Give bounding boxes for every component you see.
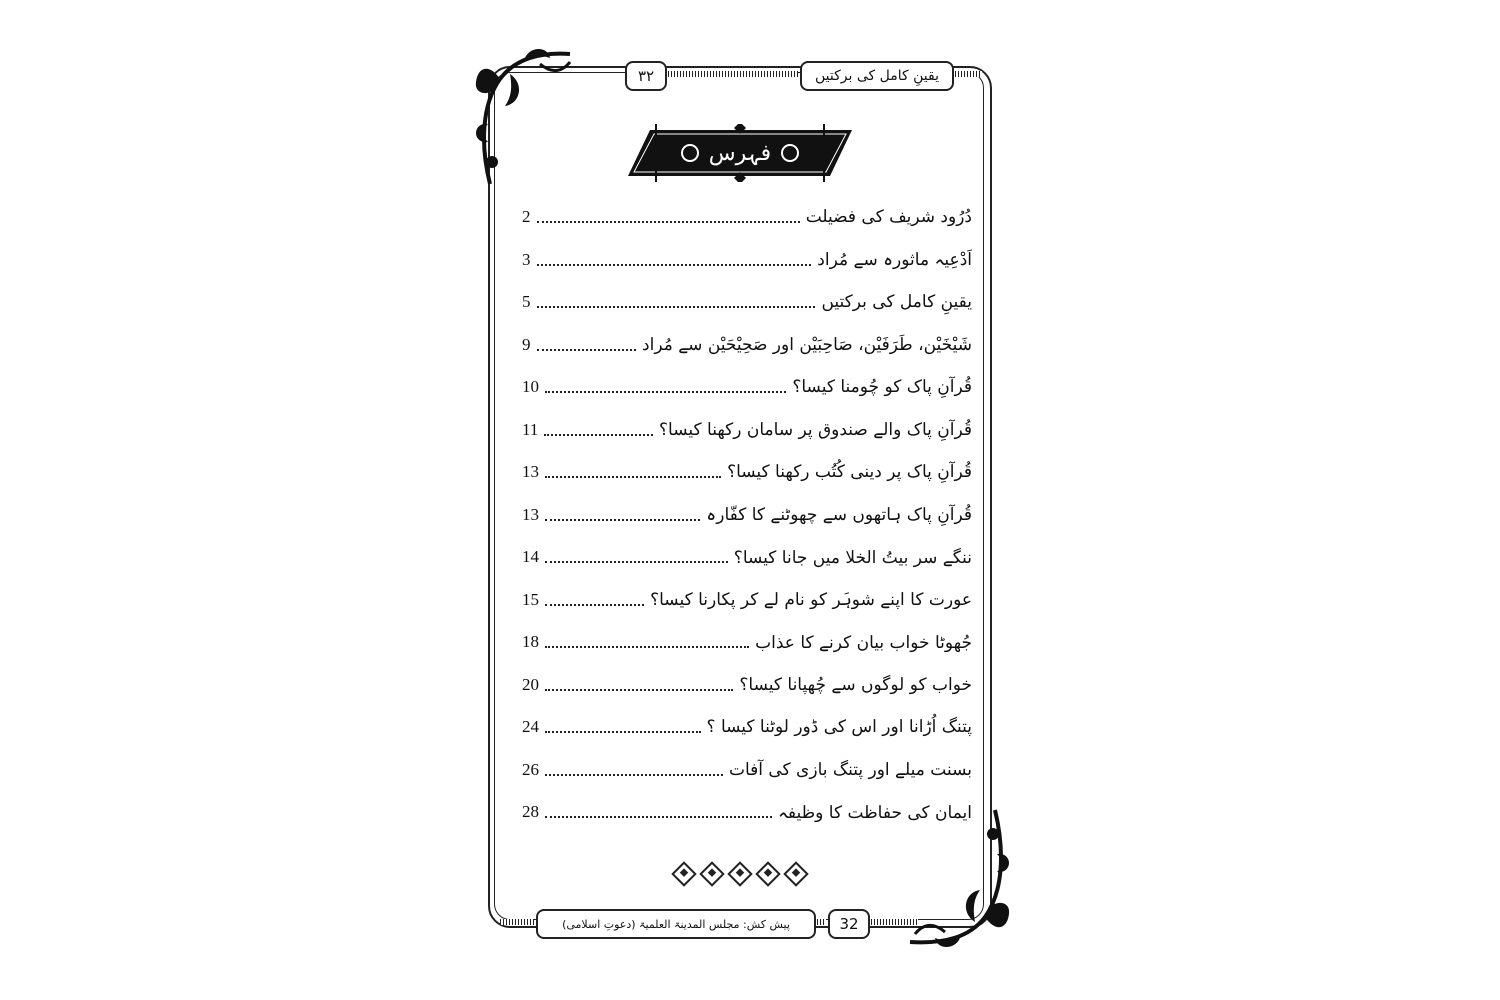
toc-leader <box>545 519 700 521</box>
corner-ornament-top-left-icon <box>470 44 580 194</box>
toc-entry-title: قُرآنِ پاک والے صندوق پر سامان رکھنا کیسا؟ <box>659 420 972 441</box>
publisher-credit: پیش کش: مجلس المدینۃ العلمیۃ (دعوتِ اسلامی) <box>536 909 816 939</box>
toc-entry-title: عورت کا اپنے شوہَر کو نام لے کر پکارنا کیسا؟ <box>650 590 972 611</box>
diamond-icon <box>671 861 696 886</box>
end-ornament <box>675 862 805 886</box>
toc-entry-title: شَیْخَیْن، طَرَفَیْن، صَاحِبَیْن اور صَحِیْحَیْن سے مُراد <box>642 335 972 356</box>
toc-leader <box>537 264 812 266</box>
toc-entry-title: خواب کو لوگوں سے چُھپانا کیسا؟ <box>739 675 972 696</box>
toc-entry-page: 10 <box>522 377 539 397</box>
toc-entry[interactable] <box>522 494 972 537</box>
toc-leader <box>544 434 653 436</box>
toc-leader <box>545 816 772 818</box>
diamond-icon <box>755 861 780 886</box>
toc-entry-title: پتنگ اُڑانا اور اس کی ڈور لوٹنا کیسا ؟ <box>706 717 972 738</box>
toc-entry-title: اَدْعِیہ ماثورہ سے مُراد <box>817 250 972 271</box>
toc-entry-page: 5 <box>522 292 531 312</box>
toc-entry[interactable] <box>522 239 972 282</box>
toc-entry-title: دُرُود شریف کی فضیلت <box>805 207 972 228</box>
toc-leader <box>545 476 721 478</box>
diamond-icon <box>783 861 808 886</box>
toc-leader <box>545 604 644 606</box>
toc-entry[interactable] <box>522 706 972 749</box>
toc-entry-page: 18 <box>522 632 539 652</box>
toc-entry[interactable] <box>522 409 972 452</box>
toc-entry-page: 13 <box>522 462 539 482</box>
toc-entry-title: قُرآنِ پاک پر دینی کُتُب رکھنا کیسا؟ <box>727 462 972 483</box>
toc-entry[interactable] <box>522 536 972 579</box>
diamond-icon <box>699 861 724 886</box>
table-of-contents <box>522 196 972 834</box>
toc-leader <box>545 731 701 733</box>
toc-entry-page: 13 <box>522 504 539 524</box>
toc-heading: فہرس <box>708 140 772 166</box>
footer-rail-left <box>500 919 534 925</box>
toc-entry-title: ایمان کی حفاظت کا وظیفہ <box>777 802 972 823</box>
toc-leader <box>545 391 786 393</box>
toc-entry[interactable] <box>522 664 972 707</box>
toc-entry[interactable] <box>522 791 972 834</box>
book-title: یقینِ کامل کی برکتیں <box>800 61 954 91</box>
toc-leader <box>545 689 733 691</box>
toc-entry-page: 28 <box>522 802 539 822</box>
toc-entry[interactable] <box>522 196 972 239</box>
toc-entry[interactable] <box>522 281 972 324</box>
toc-leader <box>537 349 637 351</box>
toc-entry-title: جُھوٹا خواب بیان کرنے کا عذاب <box>755 632 972 653</box>
header-rail-left <box>665 71 798 77</box>
toc-entry[interactable] <box>522 324 972 367</box>
toc-entry-page: 15 <box>522 589 539 609</box>
toc-entry-page: 9 <box>522 334 531 354</box>
toc-entry-page: 2 <box>522 207 531 227</box>
toc-entry[interactable] <box>522 451 972 494</box>
toc-entry-title: یقینِ کامل کی برکتیں <box>821 292 972 313</box>
toc-entry-title: قُرآنِ پاک کو چُومنا کیسا؟ <box>792 377 972 398</box>
toc-entry-page: 26 <box>522 759 539 779</box>
header-rail-right <box>952 71 982 77</box>
toc-entry-title: قُرآنِ پاک ہاتھوں سے چھوٹنے کا کفّارہ <box>706 505 972 526</box>
toc-leader <box>537 221 800 223</box>
toc-entry[interactable] <box>522 621 972 664</box>
toc-entry-page: 3 <box>522 249 531 269</box>
toc-entry-page: 14 <box>522 547 539 567</box>
toc-entry[interactable] <box>522 749 972 792</box>
toc-leader <box>545 646 749 648</box>
toc-leader <box>537 306 816 308</box>
toc-entry[interactable] <box>522 366 972 409</box>
toc-banner <box>620 124 860 182</box>
toc-entry[interactable] <box>522 579 972 622</box>
toc-leader <box>545 561 728 563</box>
toc-entry-page: 11 <box>522 419 539 439</box>
page-number-top: ۳۲ <box>625 61 667 91</box>
book-page <box>470 44 1015 946</box>
toc-entry-title: بسنت میلے اور پتنگ بازی کی آفات <box>728 760 972 781</box>
toc-entry-title: ننگے سر بیتُ الخلا میں جانا کیسا؟ <box>733 547 972 568</box>
toc-entry-page: 20 <box>522 674 539 694</box>
diamond-icon <box>727 861 752 886</box>
toc-leader <box>545 774 723 776</box>
toc-entry-page: 24 <box>522 717 539 737</box>
page-number-bottom: 32 <box>828 909 870 939</box>
